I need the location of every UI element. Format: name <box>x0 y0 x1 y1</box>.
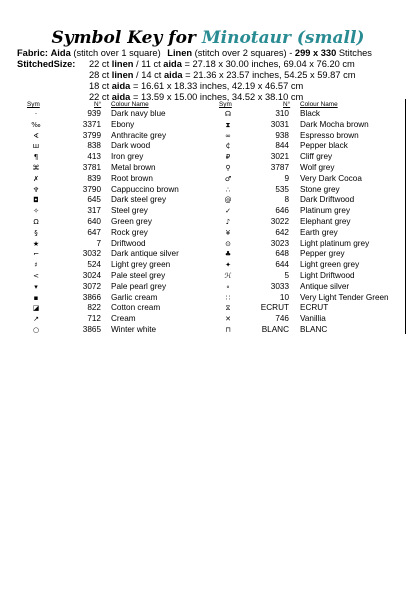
title-prefix: Symbol Key for <box>51 28 196 48</box>
thread-number: 3032 <box>82 249 101 259</box>
stitch-symbol: ¥ <box>225 228 231 237</box>
colour-name: Cappuccino brown <box>111 184 179 194</box>
thread-number: 746 <box>275 314 289 324</box>
stitch-symbol: ♪ <box>225 218 231 226</box>
colour-name: Dark antique silver <box>111 249 179 259</box>
stitch-symbol: ¶ <box>33 153 39 162</box>
stitch-symbol: § <box>34 228 38 237</box>
stitch-symbol: ₽ <box>225 153 231 162</box>
thread-number: 8 <box>284 195 289 205</box>
stitch-symbol: ⧗ <box>225 120 231 129</box>
col-header-colour-name: Colour Name <box>300 101 338 108</box>
colour-name: Pale pearl grey <box>111 281 167 291</box>
colour-name: Driftwood <box>111 238 146 248</box>
stitch-symbol: ℋ <box>224 272 232 280</box>
stitch-symbol: ♆ <box>32 185 40 194</box>
thread-row <box>0 195 416 205</box>
thread-row <box>0 303 416 313</box>
stitch-symbol: ☊ <box>224 110 232 118</box>
colour-name: Stone grey <box>300 184 340 194</box>
colour-name: Steel grey <box>111 206 148 216</box>
thread-number: 7 <box>96 238 101 248</box>
col-header-number: N° <box>94 101 102 108</box>
thread-number: 3023 <box>270 238 289 248</box>
fabric-aida-note: (stitch over 1 square) <box>73 48 161 58</box>
stitch-symbol: ⌘ <box>32 164 40 172</box>
stitch-symbol: ▪ <box>33 293 39 302</box>
thread-row <box>0 314 416 324</box>
colour-name: ECRUT <box>300 303 329 313</box>
thread-number: 3781 <box>82 163 101 172</box>
colour-name: Dark navy blue <box>111 109 166 118</box>
thread-row <box>0 163 416 173</box>
stitch-symbol: ш <box>32 142 40 151</box>
thread-number: 838 <box>87 141 101 151</box>
stitch-symbol: Ω <box>33 218 39 226</box>
stitch-symbol: ✗ <box>33 174 39 183</box>
thread-row <box>0 185 416 195</box>
thread-row <box>0 152 416 162</box>
thread-number: 640 <box>87 217 101 226</box>
thread-number: 3866 <box>82 292 101 302</box>
colour-name: Iron grey <box>111 152 144 162</box>
col-header-colour-name: Colour Name <box>111 101 149 108</box>
colour-name: Vanillia <box>300 314 326 324</box>
stitch-symbol: ‰ <box>31 120 41 129</box>
thread-number: 839 <box>87 173 101 183</box>
fabric-linen: Linen <box>167 48 193 58</box>
colour-name: Green grey <box>111 217 152 226</box>
thread-number: 3371 <box>82 119 101 129</box>
thread-number: 648 <box>275 249 289 259</box>
stitch-symbol: < <box>33 272 39 280</box>
stitch-symbol: ∘ <box>225 282 231 291</box>
stitch-symbol: ✧ <box>33 207 39 216</box>
thread-row <box>0 131 416 141</box>
thread-number: 5 <box>284 271 289 280</box>
thread-number: 3021 <box>270 152 289 162</box>
stitch-symbol: ∴ <box>225 185 231 194</box>
colour-name: Earth grey <box>300 227 338 237</box>
thread-number: 844 <box>275 141 289 151</box>
stitch-symbol: ⌐ <box>33 250 39 259</box>
thread-number: 317 <box>87 206 101 216</box>
stitch-symbol: ↗ <box>33 315 39 324</box>
thread-number: BLANC <box>261 325 289 334</box>
thread-number: 642 <box>275 227 289 237</box>
colour-name: BLANC <box>300 325 328 334</box>
stitch-symbol: ♂ <box>224 174 232 183</box>
thread-number: ECRUT <box>260 303 289 313</box>
stitch-symbol: ⧖ <box>225 304 231 313</box>
stitched-size-label: StitchedSize: <box>17 59 76 69</box>
stitch-count-label: Stitches <box>338 48 372 58</box>
fabric-label: Fabric: <box>17 48 48 58</box>
colour-name: Winter white <box>111 325 157 334</box>
thread-number: 939 <box>87 109 101 118</box>
size-line: 22 ct aida = 13.59 x 15.00 inches, 34.52 x 38.10 cm <box>89 92 304 102</box>
thread-number: 3022 <box>270 217 289 226</box>
page-title <box>0 28 416 48</box>
colour-name: Cream <box>111 314 136 324</box>
fabric-line <box>17 48 372 59</box>
colour-name: Antique silver <box>300 281 350 291</box>
stitch-symbol: ∞ <box>225 131 231 140</box>
stitch-symbol: ▾ <box>34 282 38 291</box>
stitch-symbol: ∢ <box>33 131 39 140</box>
thread-number: 413 <box>87 152 101 162</box>
colour-name: Pepper grey <box>300 249 345 259</box>
thread-number: 3787 <box>270 163 289 172</box>
colour-name: Dark steel grey <box>111 195 167 205</box>
thread-number: 938 <box>275 130 289 140</box>
thread-number: 712 <box>87 314 101 324</box>
thread-row <box>0 141 416 151</box>
thread-number: 9 <box>284 173 289 183</box>
col-header-sym: Sym <box>219 101 232 108</box>
size-line: 18 ct aida = 16.61 x 18.33 inches, 42.19 x 46.57 cm <box>89 81 304 91</box>
colour-name: Pepper black <box>300 141 348 151</box>
stitch-symbol: ✓ <box>225 207 231 216</box>
colour-name: Dark Driftwood <box>300 195 355 205</box>
thread-number: 3031 <box>270 119 289 129</box>
colour-name: Very Dark Cocoa <box>300 173 362 183</box>
colour-name: Cliff grey <box>300 152 333 162</box>
thread-row <box>0 206 416 216</box>
colour-name: Light Driftwood <box>300 271 355 280</box>
thread-number: 3072 <box>82 281 101 291</box>
thread-row <box>0 174 416 184</box>
colour-name: Root brown <box>111 173 153 183</box>
colour-name: Light green grey <box>300 260 360 270</box>
stitch-symbol: ⚲ <box>225 164 231 172</box>
design-name: Minotaur (small) <box>201 28 365 48</box>
stitch-symbol: ◪ <box>32 304 40 313</box>
size-line: 28 ct linen / 14 ct aida = 21.36 x 23.57 inches, 54.25 x 59.87 cm <box>89 70 356 80</box>
stitch-symbol: ♣ <box>224 250 232 259</box>
thread-row <box>0 120 416 130</box>
colour-name: Light grey green <box>111 260 171 270</box>
fabric-aida: Aida <box>50 48 71 58</box>
colour-name: Light platinum grey <box>300 238 370 248</box>
thread-row <box>0 228 416 238</box>
stitch-symbol: ♯ <box>34 261 38 270</box>
colour-name: Dark Mocha brown <box>300 119 369 129</box>
stitch-symbol: · <box>34 110 38 118</box>
col-header-number: N° <box>283 101 291 108</box>
colour-name: Dark wood <box>111 141 151 151</box>
stitch-symbol: ⊙ <box>225 239 231 248</box>
thread-row <box>0 217 416 227</box>
colour-name: Ebony <box>111 119 135 129</box>
stitch-symbol: ★ <box>32 239 40 248</box>
thread-row <box>0 239 416 249</box>
thread-row <box>0 260 416 270</box>
stitch-symbol: ⊓ <box>225 326 231 334</box>
thread-number: 3865 <box>82 325 101 334</box>
stitch-symbol: ◘ <box>33 196 39 205</box>
thread-number: 524 <box>87 260 101 270</box>
colour-name: Rock grey <box>111 227 148 237</box>
colour-name: Garlic cream <box>111 292 158 302</box>
thread-number: 644 <box>275 260 289 270</box>
thread-number: 647 <box>87 227 101 237</box>
colour-name: Wolf grey <box>300 163 335 172</box>
stitch-symbol: ○ <box>32 326 40 334</box>
colour-name: Very Light Tender Green <box>300 292 389 302</box>
thread-number: 646 <box>275 206 289 216</box>
size-line: 22 ct linen / 11 ct aida = 27.18 x 30.00 inches, 69.04 x 76.20 cm <box>89 59 355 69</box>
col-header-sym: Sym <box>27 101 40 108</box>
thread-number: 645 <box>87 195 101 205</box>
colour-name: Black <box>300 109 321 118</box>
thread-row <box>0 109 416 119</box>
colour-name: Espresso brown <box>300 130 359 140</box>
colour-name: Pale steel grey <box>111 271 166 280</box>
thread-number: 3033 <box>270 281 289 291</box>
colour-name: Elephant grey <box>300 217 351 226</box>
thread-row <box>0 293 416 303</box>
thread-number: 10 <box>279 292 289 302</box>
thread-number: 3799 <box>82 130 101 140</box>
thread-number: 3790 <box>82 184 101 194</box>
stitch-count: 299 x 330 <box>294 48 337 58</box>
stitch-symbol: ₵ <box>225 142 231 151</box>
thread-row <box>0 282 416 292</box>
thread-number: 822 <box>87 303 101 313</box>
stitch-symbol: ✕ <box>225 315 231 324</box>
thread-row <box>0 271 416 281</box>
colour-name: Anthracite grey <box>111 130 167 140</box>
colour-name: Cotton cream <box>111 303 161 313</box>
thread-number: 310 <box>275 109 289 118</box>
colour-name: Platinum grey <box>300 206 351 216</box>
stitch-symbol: ✦ <box>225 261 231 270</box>
thread-row <box>0 325 416 335</box>
stitch-symbol: @ <box>224 196 232 205</box>
thread-number: 535 <box>275 184 289 194</box>
thread-number: 3024 <box>82 271 101 280</box>
colour-name: Metal brown <box>111 163 156 172</box>
fabric-linen-note: (stitch over 2 squares) - <box>194 48 293 58</box>
stitch-symbol: ∷ <box>225 293 231 302</box>
thread-row <box>0 249 416 259</box>
